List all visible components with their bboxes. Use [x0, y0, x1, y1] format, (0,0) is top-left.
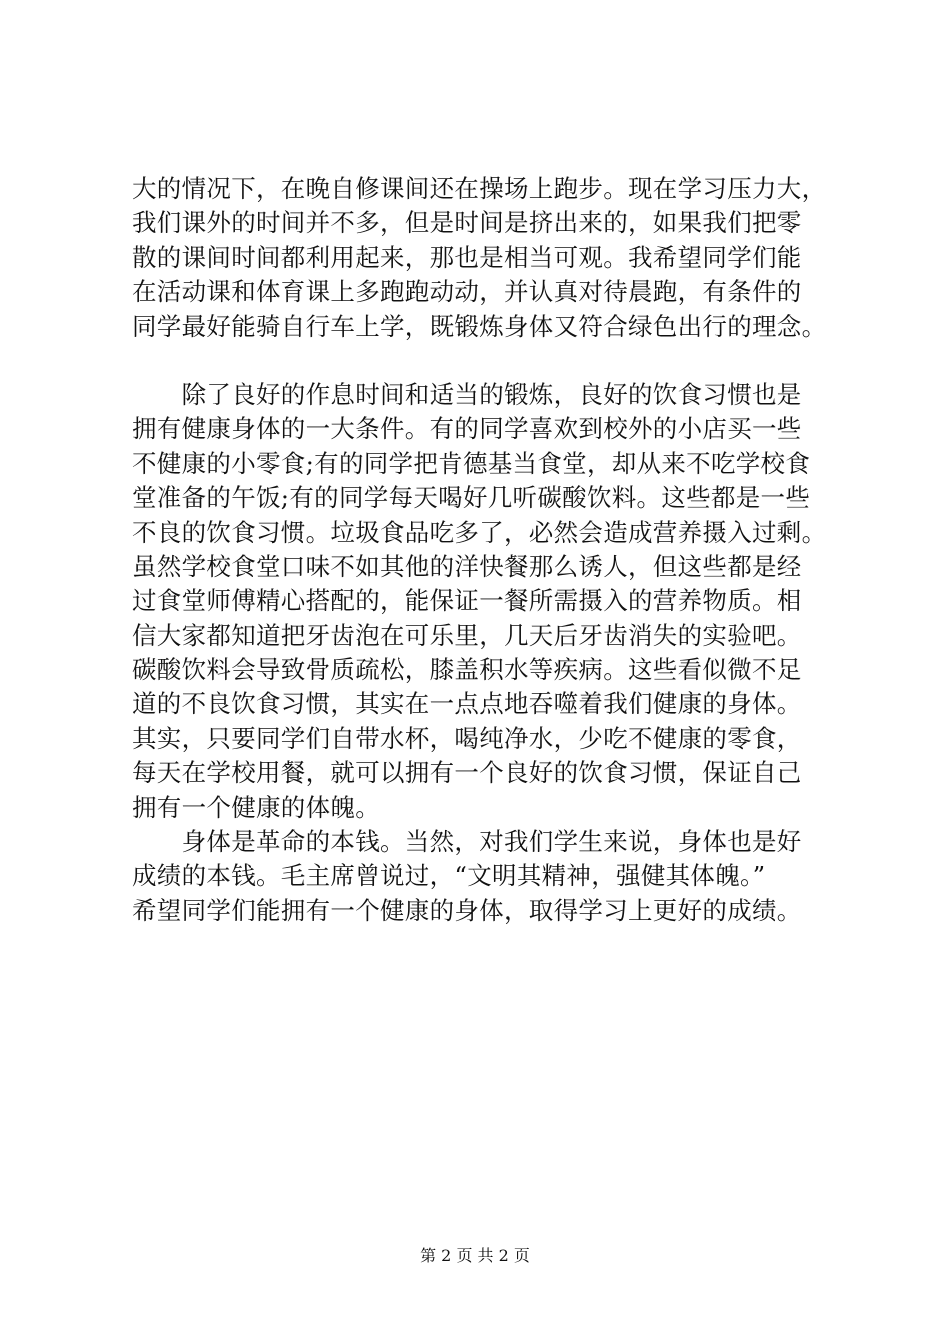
text-line: 不良的饮食习惯。垃圾食品吃多了，必然会造成营养摄入过剩。	[132, 517, 827, 547]
page-number-label: 第 2 页 共 2 页	[420, 1246, 530, 1265]
text-line: 大的情况下，在晚自修课间还在操场上跑步。现在学习压力大，	[132, 174, 827, 203]
text-line: 在活动课和体育课上多跑跑动动，并认真对待晨跑，有条件的	[132, 277, 802, 307]
page-footer	[0, 1245, 950, 1267]
document-body	[132, 172, 852, 928]
paragraph-conclusion	[132, 825, 852, 928]
paragraph-continuation	[132, 172, 852, 344]
text-line: 我们课外的时间并不多，但是时间是挤出来的，如果我们把零	[132, 208, 802, 238]
text-line: 身体是革命的本钱。当然，对我们学生来说，身体也是好	[132, 827, 802, 857]
paragraph-diet	[132, 378, 852, 825]
text-line: 不健康的小零食;有的同学把肯德基当食堂，却从来不吃学校食	[132, 448, 811, 478]
text-line: 同学最好能骑自行车上学，既锻炼身体又符合绿色出行的理念。	[132, 311, 827, 341]
text-line: 信大家都知道把牙齿泡在可乐里，几天后牙齿消失的实验吧。	[132, 620, 802, 650]
paragraph-gap	[132, 344, 852, 378]
text-line: 拥有健康身体的一大条件。有的同学喜欢到校外的小店买一些	[132, 414, 802, 444]
text-line: 碳酸饮料会导致骨质疏松，膝盖积水等疾病。这些看似微不足	[132, 655, 802, 685]
text-line: 其实，只要同学们自带水杯，喝纯净水，少吃不健康的零食，	[132, 723, 802, 753]
text-line: 成绩的本钱。毛主席曾说过，“文明其精神，强健其体魄。”	[132, 861, 766, 891]
text-line: 散的课间时间都利用起来，那也是相当可观。我希望同学们能	[132, 242, 802, 272]
text-line: 希望同学们能拥有一个健康的身体，取得学习上更好的成绩。	[132, 895, 802, 925]
text-line: 道的不良饮食习惯，其实在一点点地吞噬着我们健康的身体。	[132, 689, 802, 719]
text-line: 过食堂师傅精心搭配的，能保证一餐所需摄入的营养物质。相	[132, 586, 802, 616]
text-line: 堂准备的午饭;有的同学每天喝好几听碳酸饮料。这些都是一些	[132, 483, 811, 513]
text-line: 除了良好的作息时间和适当的锻炼，良好的饮食习惯也是	[132, 379, 802, 409]
text-line: 拥有一个健康的体魄。	[132, 792, 380, 822]
text-line: 每天在学校用餐，就可以拥有一个良好的饮食习惯，保证自己	[132, 758, 802, 788]
text-line: 虽然学校食堂口味不如其他的洋快餐那么诱人，但这些都是经	[132, 551, 802, 581]
